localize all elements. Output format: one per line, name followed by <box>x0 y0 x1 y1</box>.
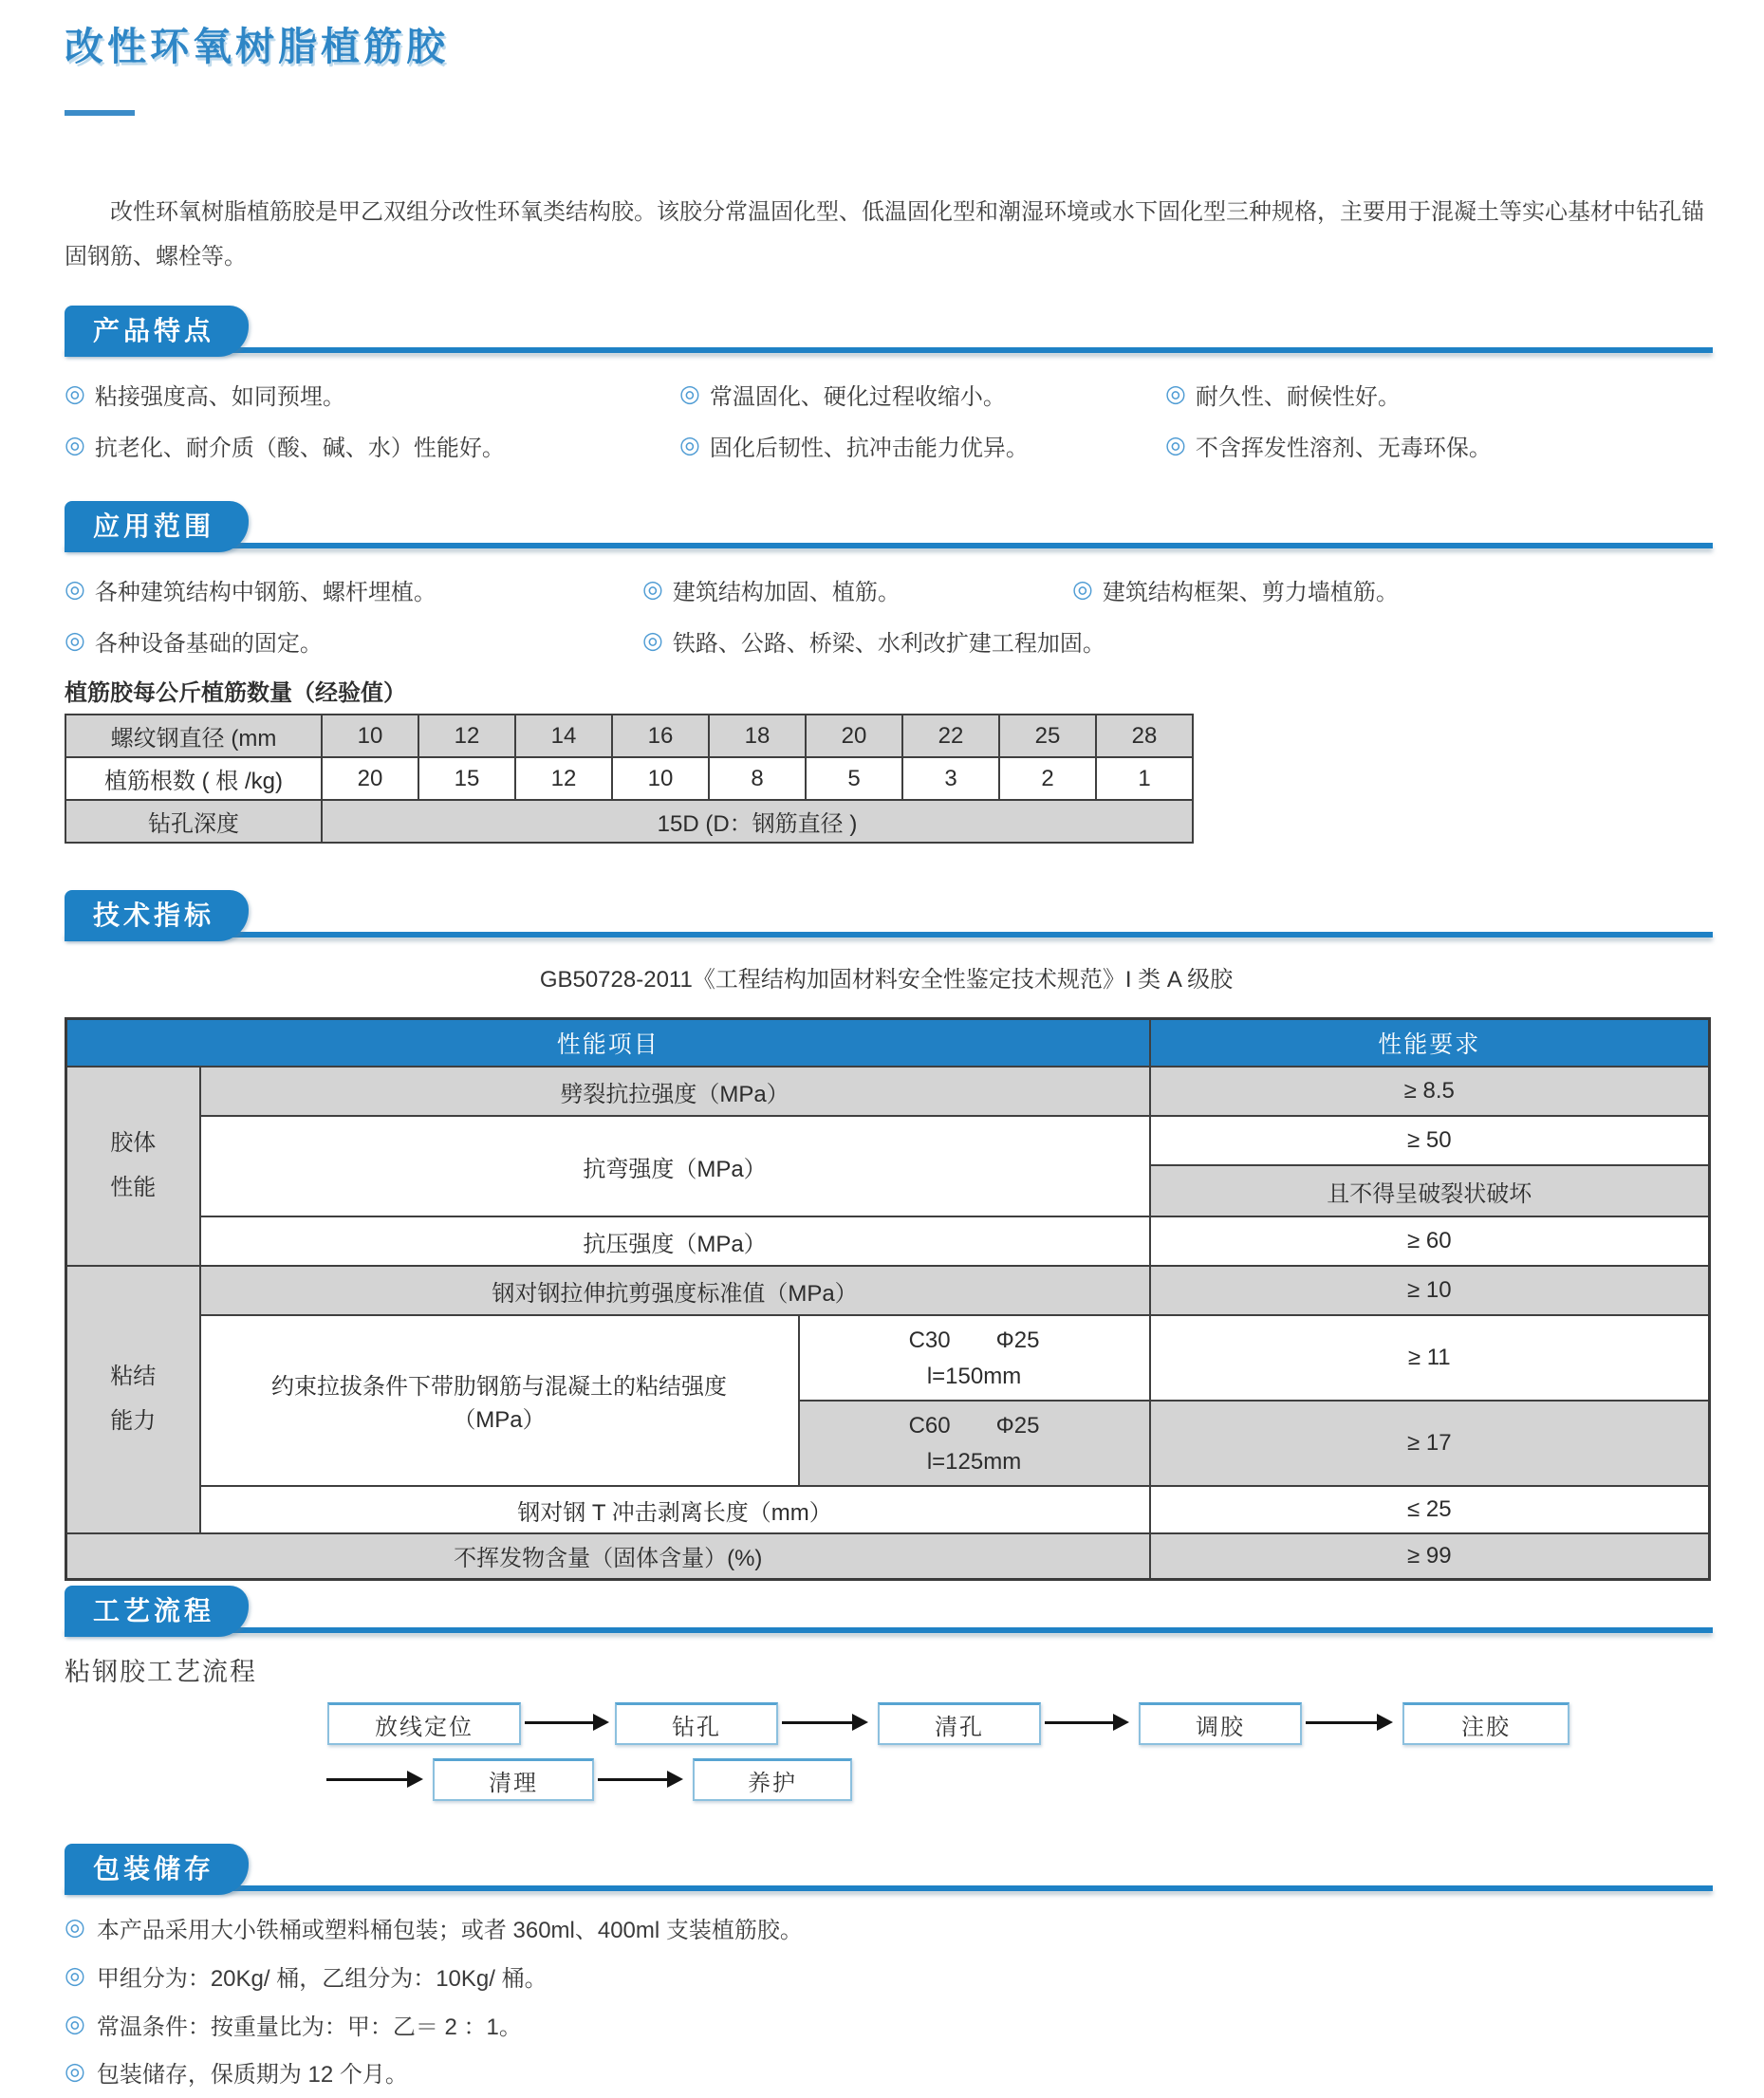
feature-text: 粘接强度高、如同预埋。 <box>94 384 345 410</box>
packaging-item <box>65 2055 408 2089</box>
application-text: 各种建筑结构中钢筋、螺杆埋植。 <box>94 580 436 605</box>
group-cell-bond <box>66 1266 200 1533</box>
diameter-cell: 14 <box>515 715 612 757</box>
technical-spec-table <box>65 1017 1711 1581</box>
table-row <box>66 1533 1710 1579</box>
col-header-requirement: 性能要求 <box>1150 1019 1710 1068</box>
property-cell: 不挥发物含量（固体含量）(%) <box>66 1533 1150 1579</box>
section-line-specs <box>65 932 1713 938</box>
packaging-text: 甲组分为：20Kg/ 桶，乙组分为：10Kg/ 桶。 <box>96 1966 548 1992</box>
drill-depth-cell: 15D (D：钢筋直径 ) <box>322 800 1193 843</box>
title-dash <box>65 110 135 116</box>
application-text: 铁路、公路、桥梁、水利改扩建工程加固。 <box>672 631 1105 657</box>
requirement-cell: ≥ 60 <box>1150 1216 1710 1266</box>
diameter-cell: 28 <box>1096 715 1193 757</box>
section-line-packaging <box>65 1885 1713 1891</box>
diameter-cell: 10 <box>322 715 418 757</box>
condition-cell <box>799 1315 1150 1401</box>
section-badge-features: 产品特点 <box>65 306 249 357</box>
diameter-cell: 22 <box>902 715 999 757</box>
bullet-icon: ◎ <box>65 2011 85 2037</box>
requirement-cell: ≥ 11 <box>1150 1315 1710 1401</box>
feature-item <box>65 378 345 411</box>
bullet-icon: ◎ <box>1165 381 1186 407</box>
condition-line1 <box>806 1407 1143 1445</box>
table-header-row <box>66 1019 1710 1068</box>
features-row-1 <box>65 378 1723 410</box>
count-cell: 8 <box>709 757 806 800</box>
feature-text: 常温固化、硬化过程收缩小。 <box>709 384 1006 410</box>
table-row <box>66 1315 1710 1401</box>
requirement-cell: ≥ 10 <box>1150 1266 1710 1315</box>
property-cell: 钢对钢 T 冲击剥离长度（mm） <box>200 1486 1150 1533</box>
feature-item <box>679 429 1029 462</box>
property-cell: 抗压强度（MPa） <box>200 1216 1150 1266</box>
application-text: 建筑结构加固、植筋。 <box>672 580 901 605</box>
application-text: 各种设备基础的固定。 <box>94 631 323 657</box>
col-header-property: 性能项目 <box>66 1019 1150 1068</box>
flow-arrow-icon <box>525 1721 593 1724</box>
process-subtitle: 粘钢胶工艺流程 <box>65 1658 257 1686</box>
feature-item <box>679 378 1006 411</box>
application-text: 建筑结构框架、剪力墙植筋。 <box>1102 580 1399 605</box>
embed-length: l=125mm <box>926 1449 1022 1475</box>
table-row <box>65 757 1193 800</box>
table-row <box>66 1116 1710 1165</box>
condition-cell <box>799 1401 1150 1486</box>
count-cell: 2 <box>999 757 1096 800</box>
feature-item <box>1165 429 1492 462</box>
property-cell: 抗弯强度（MPa） <box>200 1116 1150 1216</box>
bullet-icon: ◎ <box>1072 576 1093 603</box>
flow-step-layout: 放线定位 <box>327 1702 521 1745</box>
flow-arrow-icon <box>1306 1721 1377 1724</box>
section-line-features <box>65 347 1713 353</box>
row-label: 螺纹钢直径 (mm <box>65 715 322 757</box>
applications-row-2 <box>65 624 1723 657</box>
count-cell: 10 <box>612 757 709 800</box>
property-cell <box>200 1315 799 1486</box>
requirement-cell: ≥ 17 <box>1150 1401 1710 1486</box>
bullet-icon: ◎ <box>1165 432 1186 458</box>
embed-length: l=150mm <box>926 1364 1022 1389</box>
feature-text: 耐久性、耐候性好。 <box>1195 384 1401 410</box>
bullet-icon: ◎ <box>65 381 85 407</box>
count-cell: 15 <box>418 757 515 800</box>
bullet-icon: ◎ <box>679 381 700 407</box>
standard-note: GB50728-2011《工程结构加固材料安全性鉴定技术规范》I 类 A 级胶 <box>539 967 1234 993</box>
flow-step-clean-hole: 清孔 <box>878 1702 1041 1745</box>
applications-row-1 <box>65 573 1723 605</box>
table-row <box>66 1067 1710 1116</box>
application-item <box>65 624 323 658</box>
requirement-cell: ≤ 25 <box>1150 1486 1710 1533</box>
section-badge-specs: 技术指标 <box>65 890 249 941</box>
application-item <box>642 624 1105 658</box>
feature-text: 不含挥发性溶剂、无毒环保。 <box>1195 436 1492 461</box>
page-title: 改性环氧树脂植筋胶 <box>65 25 449 68</box>
flow-step-cleanup: 清理 <box>433 1758 594 1801</box>
bond-label-line2: （MPa） <box>453 1407 546 1433</box>
diameter-cell: 25 <box>999 715 1096 757</box>
feature-item <box>1165 378 1401 411</box>
table-row <box>65 715 1193 757</box>
flow-arrow-icon <box>1045 1721 1113 1724</box>
concrete-grade: C60 <box>908 1413 951 1439</box>
requirement-cell: ≥ 8.5 <box>1150 1067 1710 1116</box>
diameter-cell: 16 <box>612 715 709 757</box>
features-row-2 <box>65 429 1723 461</box>
table-row <box>66 1216 1710 1266</box>
bond-label-line1: 约束拉拔条件下带肋钢筋与混凝土的粘结强度 <box>271 1374 727 1400</box>
count-cell: 3 <box>902 757 999 800</box>
packaging-text: 常温条件：按重量比为：甲：乙＝ 2 ：1。 <box>96 2014 522 2040</box>
rebar-count-table <box>65 714 1194 844</box>
diameter-cell: 20 <box>806 715 902 757</box>
bullet-icon: ◎ <box>679 432 700 458</box>
bullet-icon: ◎ <box>65 1914 85 1940</box>
flow-arrow-icon <box>326 1778 407 1781</box>
section-badge-process: 工艺流程 <box>65 1586 249 1637</box>
group-label: 胶体性能 <box>110 1130 157 1200</box>
rebar-table-caption: 植筋胶每公斤植筋数量（经验值） <box>65 680 406 706</box>
section-badge-applications: 应用范围 <box>65 501 249 552</box>
application-item <box>1072 573 1399 606</box>
packaging-item <box>65 1959 548 1993</box>
packaging-text: 本产品采用大小铁桶或塑料桶包装；或者 360ml、400ml 支装植筋胶。 <box>96 1918 803 1943</box>
packaging-item <box>65 1911 803 1944</box>
count-cell: 1 <box>1096 757 1193 800</box>
property-cell: 劈裂抗拉强度（MPa） <box>200 1067 1150 1116</box>
bullet-icon: ◎ <box>65 2058 85 2085</box>
section-badge-packaging: 包装储存 <box>65 1844 249 1895</box>
packaging-item <box>65 2008 522 2041</box>
bullet-icon: ◎ <box>65 1962 85 1989</box>
row-label: 植筋根数 ( 根 /kg) <box>65 757 322 800</box>
section-line-process <box>65 1627 1713 1633</box>
bullet-icon: ◎ <box>65 627 85 654</box>
concrete-grade: C30 <box>908 1327 951 1353</box>
application-item <box>65 573 436 606</box>
bullet-icon: ◎ <box>642 576 663 603</box>
feature-text: 固化后韧性、抗冲击能力优异。 <box>709 436 1029 461</box>
row-label: 钻孔深度 <box>65 800 322 843</box>
application-item <box>642 573 901 606</box>
rebar-diameter: Φ25 <box>995 1413 1040 1439</box>
flow-step-curing: 养护 <box>693 1758 852 1801</box>
flow-step-mix-glue: 调胶 <box>1139 1702 1302 1745</box>
bullet-icon: ◎ <box>642 627 663 654</box>
flow-step-inject-glue: 注胶 <box>1402 1702 1569 1745</box>
feature-item <box>65 429 505 462</box>
packaging-text: 包装储存，保质期为 12 个月。 <box>96 2062 408 2088</box>
section-line-applications <box>65 543 1713 548</box>
count-cell: 20 <box>322 757 418 800</box>
property-cell: 钢对钢拉伸抗剪强度标准值（MPa） <box>200 1266 1150 1315</box>
requirement-cell: 且不得呈破裂状破坏 <box>1150 1165 1710 1216</box>
intro-paragraph: 改性环氧树脂植筋胶是甲乙双组分改性环氧类结构胶。该胶分常温固化型、低温固化型和潮湿环境或水下固化型三种规格，主要用于混凝土等实心基材中钻孔锚固钢筋、螺栓等。 <box>65 199 1704 269</box>
bullet-icon: ◎ <box>65 432 85 458</box>
count-cell: 12 <box>515 757 612 800</box>
diameter-cell: 18 <box>709 715 806 757</box>
group-label: 粘结能力 <box>110 1364 157 1434</box>
requirement-cell: ≥ 99 <box>1150 1533 1710 1579</box>
requirement-cell: ≥ 50 <box>1150 1116 1710 1165</box>
bullet-icon: ◎ <box>65 576 85 603</box>
feature-text: 抗老化、耐介质（酸、碱、水）性能好。 <box>94 436 505 461</box>
condition-line1 <box>806 1322 1143 1360</box>
flow-step-drill: 钻孔 <box>615 1702 778 1745</box>
flow-arrow-icon <box>782 1721 852 1724</box>
table-row <box>66 1266 1710 1315</box>
table-row <box>65 800 1193 843</box>
table-row <box>66 1486 1710 1533</box>
flow-arrow-icon <box>598 1778 667 1781</box>
count-cell: 5 <box>806 757 902 800</box>
diameter-cell: 12 <box>418 715 515 757</box>
group-cell-body <box>66 1067 200 1266</box>
rebar-diameter: Φ25 <box>995 1327 1040 1353</box>
